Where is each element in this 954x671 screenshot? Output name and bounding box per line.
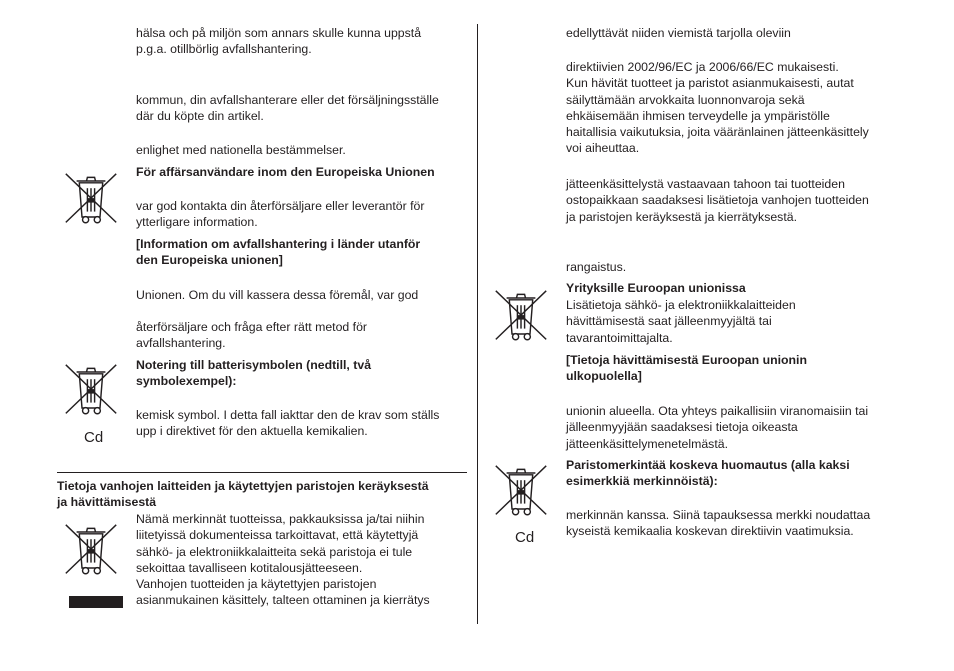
- sv-text-5: Unionen. Om du vill kassera dessa föremål, var god: [136, 288, 419, 302]
- fi-text-1: Nämä merkinnät tuotteissa, pakkauksissa ja/tai niihin liitetyissä dokumenteissa tarkoittavat, että käytettyjä sähkö- ja elektroniikkalaitteita sekä paristoja ei tule sekoittaa tavalliseen kotitalousjätteeseen. Vanhojen tuotteiden ja käytettyjen paristojen asianmukainen käsittely, talteen ottaminen ja kierrätys: [136, 512, 430, 608]
- fi-text-4: jätteenkäsittelystä vastaavaan tahoon tai tuotteiden ostopaikkaan saadaksesi lisätietoja vanhojen tuotteiden ja paristojen keräyksestä ja kierrätyksestä.: [566, 177, 869, 224]
- fi-section-heading: Tietoja vanhojen laitteiden ja käytettyjen paristojen keräyksestä ja hävittämisestä: [57, 479, 429, 510]
- black-bar-icon: [69, 596, 123, 608]
- section-divider: [57, 472, 467, 473]
- crossed-bin-icon: [64, 517, 118, 583]
- sv-text-7: kemisk symbol. I detta fall iakttar den de krav som ställs upp i direktivet för den aktuella kemikalien.: [136, 408, 440, 439]
- crossed-bin-icon: [64, 166, 118, 232]
- fi-text-6: Lisätietoja sähkö- ja elektroniikkalaitteiden hävittämisestä saat jälleenmyyjältä tai tavarantoimittajalta.: [566, 298, 796, 345]
- crossed-bin-battery-icon: [494, 458, 548, 524]
- crossed-bin-battery-icon: [64, 357, 118, 423]
- fi-text-5: rangaistus.: [566, 260, 627, 274]
- cd-chemical-symbol: Cd: [515, 529, 535, 546]
- sv-heading-business: För affärsanvändare inom den Europeiska Unionen: [136, 165, 435, 179]
- fi-heading-outside-eu: [Tietoja hävittämisestä Euroopan unionin ulkopuolella]: [566, 353, 807, 384]
- sv-heading-outside-eu: [Information om avfallshantering i länder utanför den Europeiska unionen]: [136, 237, 421, 268]
- fi-text-3: direktiivien 2002/96/EC ja 2006/66/EC mukaisesti. Kun hävität tuotteet ja paristot asianmukaisesti, autat säilyttämään arvokkaita luonnonvaroja sekä ehkäisemään ihmisen terveydelle ja ympäristölle haitallisia vaikutuksia, joita vääränlainen jätteenkäsittely voi aiheuttaa.: [566, 60, 869, 156]
- fi-text-8: merkinnän kanssa. Siinä tapauksessa merkki noudattaa kyseistä kemikaalia koskevan direktiivin vaatimuksia.: [566, 508, 871, 539]
- sv-text-1: hälsa och på miljön som annars skulle kunna uppstå p.g.a. otillbörlig avfallshantering.: [136, 26, 422, 57]
- sv-text-6: återförsäljare och fråga efter rätt metod för avfallshantering.: [136, 320, 368, 351]
- crossed-bin-icon: [494, 283, 548, 349]
- sv-text-2: kommun, din avfallshanterare eller det försäljningsställe där du köpte din artikel.: [136, 93, 439, 124]
- fi-text-2: edellyttävät niiden viemistä tarjolla oleviin: [566, 26, 791, 40]
- column-separator: [477, 24, 478, 624]
- cd-chemical-symbol: Cd: [84, 429, 104, 446]
- fi-heading-business: Yrityksille Euroopan unionissa: [566, 281, 746, 295]
- fi-heading-battery: Paristomerkintää koskeva huomautus (alla kaksi esimerkkiä merkinnöistä):: [566, 458, 850, 489]
- sv-heading-battery: Notering till batterisymbolen (nedtill, två symbolexempel):: [136, 358, 372, 389]
- sv-text-3: enlighet med nationella bestämmelser.: [136, 143, 346, 157]
- fi-text-7: unionin alueella. Ota yhteys paikallisiin viranomaisiin tai jälleenmyyjään saadaksesi tietoja oikeasta jätteenkäsittelymenetelmästä.: [566, 404, 869, 451]
- sv-text-4: var god kontakta din återförsäljare eller leverantör för ytterligare information.: [136, 199, 425, 230]
